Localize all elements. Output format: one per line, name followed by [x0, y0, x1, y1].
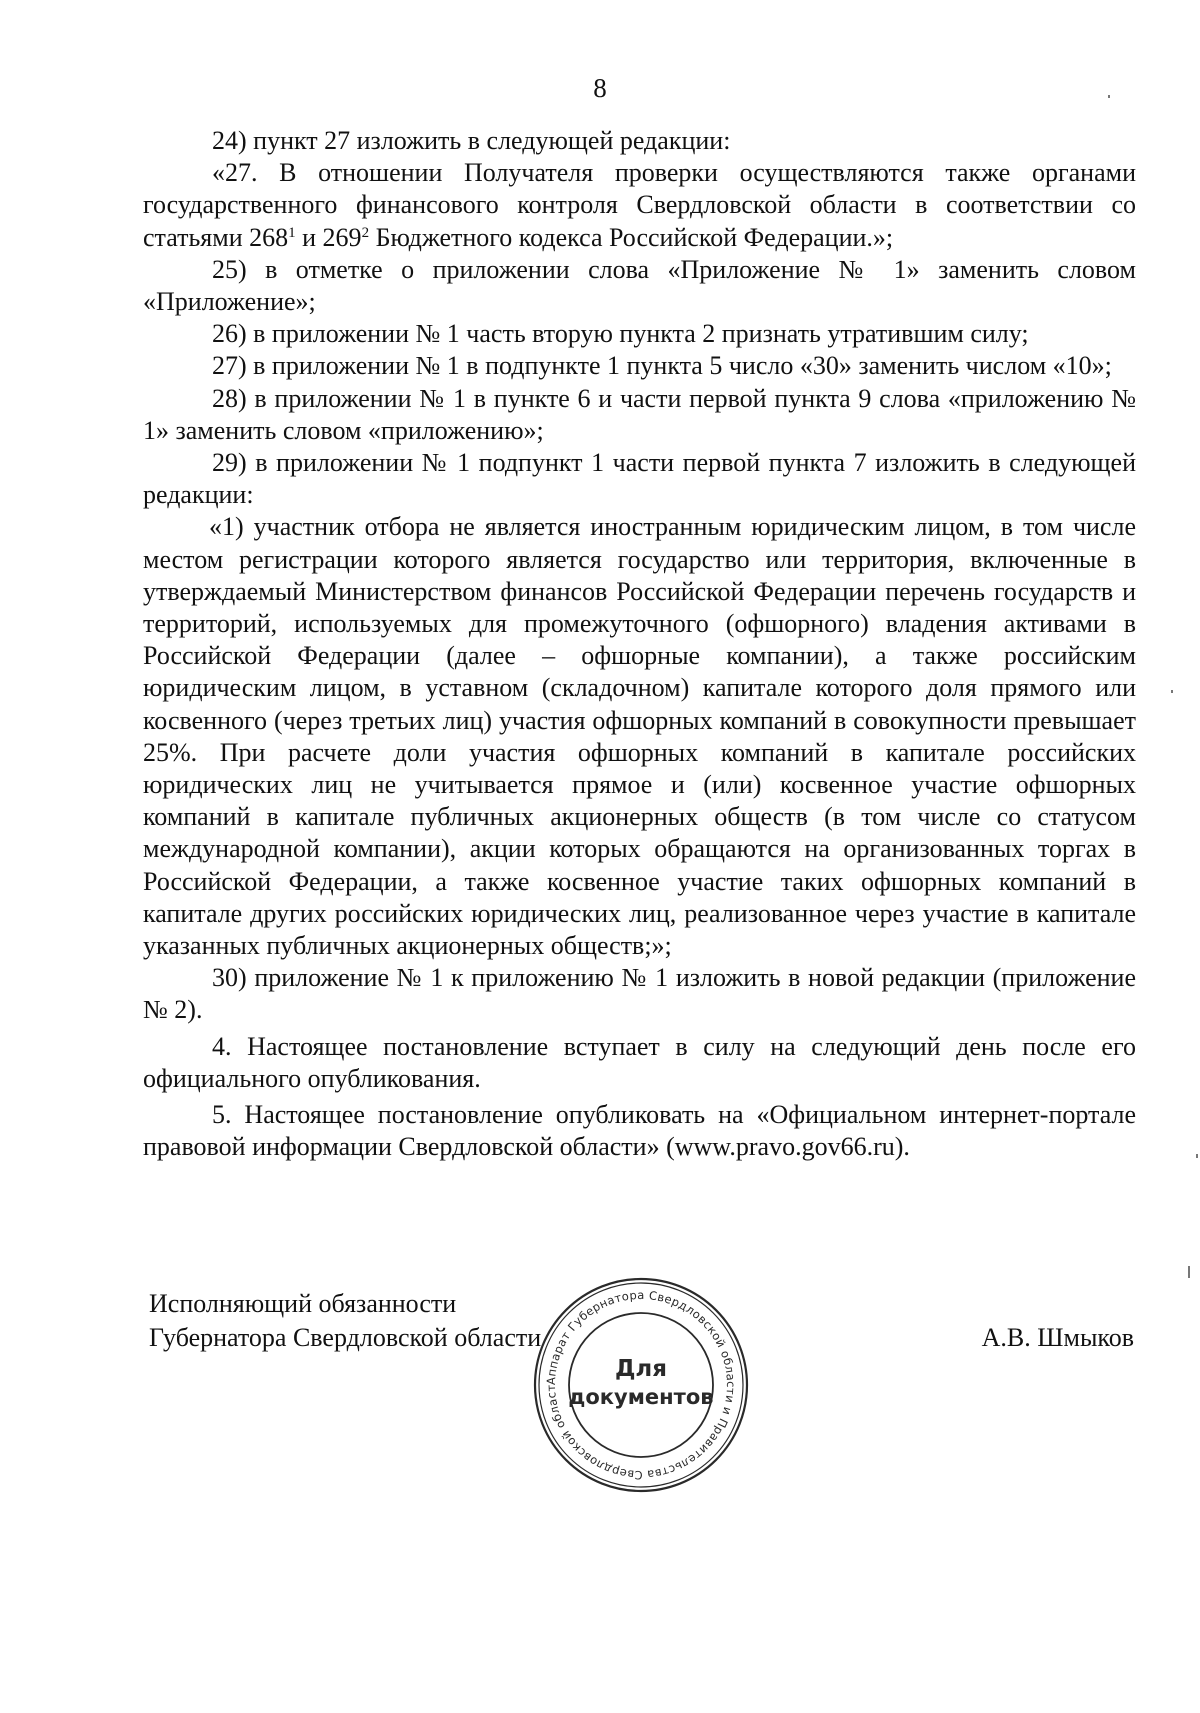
scan-speck — [1171, 690, 1173, 693]
signatory-name: А.В. Шмыков — [981, 1323, 1134, 1352]
superscript-1: 1 — [288, 224, 296, 241]
item-27-quote — [143, 157, 1136, 254]
scan-speck — [1196, 1154, 1198, 1158]
item-30: 30) приложение № 1 к приложению № 1 изложить в новой редакции (приложение № 2). — [143, 963, 1136, 1025]
stamp-center-line2: документов — [568, 1385, 714, 1409]
item-27-text-middle: и 269 — [295, 222, 362, 252]
item-27: 27) в приложении № 1 в подпункте 1 пункта 5 число «30» заменить числом «10»; — [212, 351, 1112, 381]
document-body — [143, 125, 1136, 1164]
stamp-seal-icon — [532, 1276, 750, 1494]
item-26: 26) в приложении № 1 часть вторую пункта 2 признать утратившим силу; — [212, 319, 1029, 349]
official-stamp — [532, 1276, 750, 1494]
signature-title-line2: Губернатора Свердловской области — [149, 1323, 542, 1352]
item-27-text-start: «27. В отношении Получателя проверки осуществляются также органами государственного финансового контроля Свердловской области в соответствии со статьями 268 — [143, 158, 1136, 252]
item-29-quote: «1) участник отбора не является иностранным юридическим лицом, в том числе местом регистрации которого является государство или территория, включенные в утверждаемый Министерством финансов Российской Федерации перечень государств и территорий, используемых для промежуточного (офшорного) владения активами в Российской Федерации (далее – офшорные компании), а также российским юридическим лицом, в уставном (складочном) капитале которого доля прямого или косвенного (через третьих лиц) участия офшорных компаний в совокупности превышает 25%. При расчете доли участия офшорных компаний в капитале российских юридических лиц не учитывается прямое и (или) косвенное участие офшорных компаний в капитале публичных акционерных обществ (в том числе со статусом международной компании), акции которых обращаются на организованных торгах в Российской Федерации, а также косвенное участие таких офшорных компаний в капитале других российских юридических лиц, реализованное через участие в капитале указанных публичных акционерных обществ;»; — [143, 512, 1136, 961]
superscript-2: 2 — [361, 224, 370, 241]
signature-block — [149, 1287, 541, 1355]
scan-speck — [1188, 1266, 1190, 1278]
item-27-text-end: Бюджетного кодекса Российской Федерации.»; — [369, 222, 894, 252]
item-25: 25) в отметке о приложении слова «Приложение № 1» заменить словом «Приложение»; — [143, 254, 1136, 317]
item-29: 29) в приложении № 1 подпункт 1 части первой пункта 7 изложить в следующей редакции: — [143, 448, 1136, 510]
stamp-ring-text: Аппарат Губернатора Свердловской области и Правительства Свердловской област — [543, 1287, 739, 1483]
item-24: 24) пункт 27 изложить в следующей редакции: — [212, 126, 731, 155]
page-number: 8 — [593, 73, 607, 103]
stamp-center-line1: Для — [614, 1356, 668, 1382]
signature-title-line1: Исполняющий обязанности — [149, 1289, 457, 1318]
item-28: 28) в приложении № 1 в пункте 6 и части первой пункта 9 слова «приложению № 1» заменить словом «приложению»; — [143, 383, 1136, 445]
scan-speck — [1108, 95, 1110, 98]
paragraph-5: 5. Настоящее постановление опубликовать на «Официальном интернет-портале правовой информации Свердловской области» (www.pravo.gov66.ru). — [143, 1100, 1136, 1162]
paragraph-4: 4. Настоящее постановление вступает в силу на следующий день после его официального опубликования. — [143, 1031, 1136, 1093]
